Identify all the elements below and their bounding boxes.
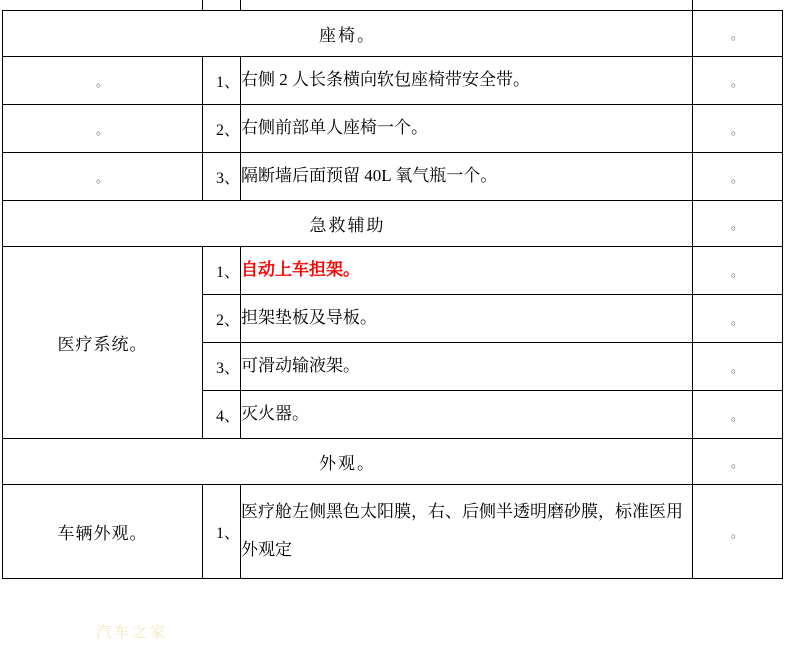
row-note: 。 xyxy=(693,390,783,438)
row-number: 2、 xyxy=(203,294,241,342)
row-description: 右侧 2 人长条横向软包座椅带安全带。 xyxy=(241,56,693,104)
table-row xyxy=(3,246,783,294)
category-cell-empty: 。 xyxy=(3,104,203,152)
row-description: 担架垫板及导板。 xyxy=(241,294,693,342)
section-title-appearance: 外观。 xyxy=(3,438,693,484)
row-number: 4、 xyxy=(203,390,241,438)
section-title-seats: 座椅。 xyxy=(3,10,693,56)
row-description: 隔断墙后面预留 40L 氧气瓶一个。 xyxy=(241,152,693,200)
section-header-row-first-aid xyxy=(3,200,783,246)
table-row-partial-top xyxy=(3,0,783,10)
section-title-first-aid: 急救辅助 xyxy=(3,200,693,246)
row-description: 自动上车担架。 xyxy=(241,246,693,294)
row-description: 可滑动输液架。 xyxy=(241,342,693,390)
specification-table xyxy=(2,0,783,579)
row-number: 3、 xyxy=(203,152,241,200)
row-note: 。 xyxy=(693,104,783,152)
row-description: 医疗舱左侧黑色太阳膜，右、后侧半透明磨砂膜，标准医用外观定 xyxy=(241,484,693,578)
cell-empty-top-desc xyxy=(241,0,693,10)
category-cell-vehicle-appearance: 车辆外观。 xyxy=(3,484,203,578)
row-description: 灭火器。 xyxy=(241,390,693,438)
row-note: 。 xyxy=(693,484,783,578)
table-row xyxy=(3,484,783,578)
watermark: 汽车之家 xyxy=(96,625,169,641)
row-description: 右侧前部单人座椅一个。 xyxy=(241,104,693,152)
table-row xyxy=(3,152,783,200)
row-number: 2、 xyxy=(203,104,241,152)
category-cell-empty: 。 xyxy=(3,152,203,200)
row-note: 。 xyxy=(693,246,783,294)
row-number: 1、 xyxy=(203,246,241,294)
row-number: 1、 xyxy=(203,56,241,104)
section-header-row-appearance xyxy=(3,438,783,484)
row-note: 。 xyxy=(693,342,783,390)
row-note: 。 xyxy=(693,294,783,342)
cell-empty-top-note xyxy=(693,0,783,10)
row-number: 3、 xyxy=(203,342,241,390)
section-header-row-seats xyxy=(3,10,783,56)
section-note-seats: 。 xyxy=(693,10,783,56)
row-note: 。 xyxy=(693,152,783,200)
section-note-first-aid: 。 xyxy=(693,200,783,246)
cell-empty-top-num xyxy=(203,0,241,10)
category-cell-empty: 。 xyxy=(3,56,203,104)
table-row xyxy=(3,56,783,104)
cell-empty-top-left xyxy=(3,0,203,10)
row-number: 1、 xyxy=(203,484,241,578)
category-cell-medical-system: 医疗系统。 xyxy=(3,246,203,438)
row-note: 。 xyxy=(693,56,783,104)
table-row xyxy=(3,104,783,152)
section-note-appearance: 。 xyxy=(693,438,783,484)
